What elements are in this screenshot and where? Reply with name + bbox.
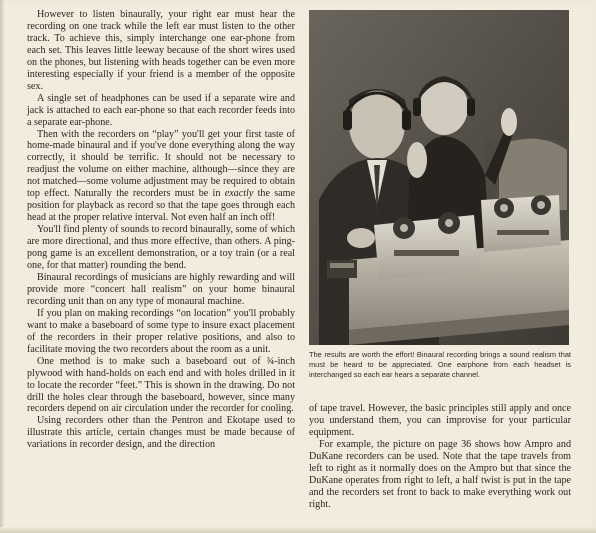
page-edge-bottom (0, 527, 596, 533)
photo-illustration (309, 10, 569, 345)
paragraph-tape-travel-continued: of tape travel. However, the basic principles still apply and once you understand them, you can improvise for your particular equipment. (309, 403, 571, 438)
paragraph-single-headphones: A single set of headphones can be used if a separate wire and jack is attached to each ear-phone so that each recorder feeds into a separate ear-phone. (27, 92, 295, 128)
paragraph-sounds-to-record: You'll find plenty of sounds to record binaurally, some of which are more directional, and thus more effective, than others. A ping-pong game is an excellent demonstration, or a toy train (or a real one, for that matter) rounding the bend. (27, 224, 295, 272)
paragraph-other-recorders: Using recorders other than the Pentron and Ekotape used to illustrate this article, certain changes must be made because of variations in recorder design, and the direction (27, 415, 295, 451)
paragraph-ampro-dukane: For example, the picture on page 36 shows how Ampro and DuKane recorders can be used. Note that the tape travels from left to right as it normally does on the Ampro but that since the DuKane operates from right to left, a half twist is put in the tape and the recorders set front to back to make everything work out right. (309, 438, 571, 510)
paragraph-musicians: Binaural recordings of musicians are highly rewarding and will provide more “concert hall realism” on your home binaural recording unit than on any type of monaural machine. (27, 271, 295, 307)
left-article-column (27, 9, 295, 451)
photo-caption: The results are worth the effort! Binaural recording brings a sound realism that must be heard to be appreciated. One earphone from each headset is interchanged so each ear hears a separate channel. (309, 350, 571, 380)
paragraph-listen-binaurally: However to listen binaurally, your right ear must hear the recording on one track while the left ear must listen to the other track. To achieve this, simply interchange one ear-phone from each set. This leaves little leeway because of the short wires used on the phones, but listening with heads together can be even more interesting especially if your friend is a member of the opposite sex. (27, 9, 295, 92)
paragraph-baseboard-method: One method is to make such a baseboard out of ¾-inch plywood with hand-holds on each end and with holes drilled in it to locate the recorder “feet.” This is shown in the drawing. Do not drill the holes clear through the baseboard, however, since many recorders depend on air circulation under the recorder for cooling. (27, 355, 295, 415)
right-article-column (309, 403, 571, 511)
photo-binaural-couple (309, 10, 569, 345)
paragraph-play-recorders: Then with the recorders on “play” you'll get your first taste of home-made binaural and if you've done everything along the way correctly, it should be terrific. It should not be necessary to readjust the volume on either machine, although—since they are not matched—some volume adjustment may be required to obtain top effect. Naturally the recorders must be in exactly the same position for playback as record so that the tape goes through each head at the proper relative interval. Not even half an inch off! (27, 128, 295, 224)
paragraph-on-location: If you plan on making recordings “on location” you'll probably want to make a baseboard of some type to insure exact placement of the recorders in their proper relative positions, and also to facilitate moving the two recorders about the room as a unit. (27, 307, 295, 355)
